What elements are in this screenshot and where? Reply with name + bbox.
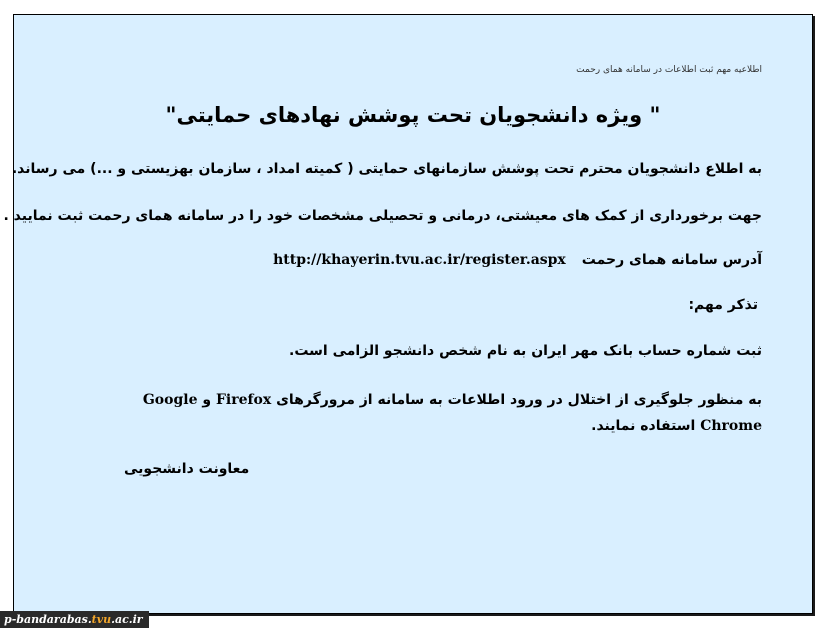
- signature: معاونت دانشجویی: [124, 461, 250, 477]
- paragraph-browser-advice: [102, 387, 762, 439]
- reminder-heading: تذکر مهم:: [688, 297, 758, 313]
- notice-breadcrumb: اطلاعیه مهم ثبت اطلاعات در سامانه همای رحمت: [576, 65, 762, 75]
- site-watermark-accent: tvu: [91, 613, 112, 626]
- site-watermark-suffix: .ac.ir: [111, 613, 143, 626]
- paragraph-bank-account: ثبت شماره حساب بانک مهر ایران به نام شخص دانشجو الزامی است.: [289, 343, 762, 359]
- paragraph-intro: به اطلاع دانشجویان محترم تحت پوشش سازمانهای حمایتی ( کمیته امداد ، سازمان بهزیستی و ...) می رساند.: [11, 161, 762, 177]
- address-line: [273, 252, 762, 268]
- browser-advice-and: و: [202, 392, 212, 408]
- notice-title: " ویژه دانشجویان تحت پوشش نهادهای حمایتی": [165, 103, 661, 127]
- paragraph-registration: جهت برخورداری از کمک های معیشتی، درمانی و تحصیلی مشخصات خود را در سامانه همای رحمت ثبت نمایید .: [3, 208, 762, 224]
- browser-advice-part2: استفاده نمایند.: [591, 418, 696, 434]
- address-url-link[interactable]: http://khayerin.tvu.ac.ir/register.aspx: [273, 252, 566, 268]
- browser-firefox: Firefox: [215, 392, 272, 408]
- browser-advice-part1: به منظور جلوگیری از اختلال در ورود اطلاعات به سامانه از مرورگرهای: [276, 392, 762, 408]
- site-watermark-prefix: p-bandarabas.: [4, 613, 92, 626]
- notice-panel: [3, 14, 813, 614]
- address-label: آدرس سامانه همای رحمت: [581, 252, 762, 268]
- site-watermark: [0, 611, 149, 628]
- browser-chrome: Google Chrome: [142, 392, 762, 434]
